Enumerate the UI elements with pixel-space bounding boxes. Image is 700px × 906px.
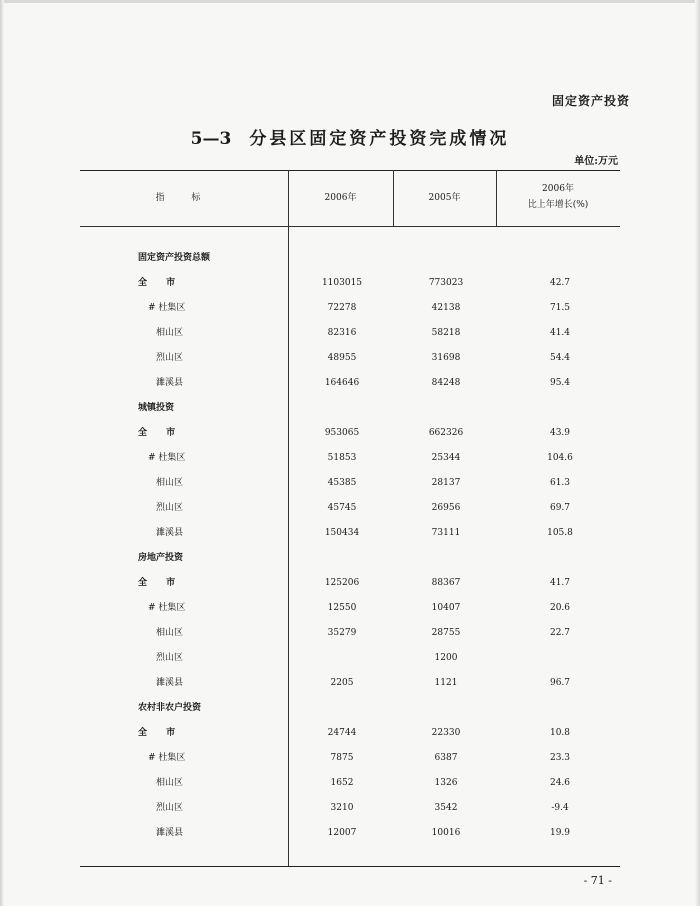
value-growth: 104.6: [547, 453, 573, 463]
value-2006: 7875: [330, 753, 354, 763]
table-top-rule: [80, 170, 620, 171]
row-label: 濉溪县: [156, 378, 184, 388]
value-growth: 69.7: [549, 503, 571, 513]
value-2005: 28137: [431, 478, 461, 488]
value-growth: 105.8: [547, 528, 573, 538]
page-number: - 71 -: [583, 874, 612, 887]
value-2006: 82316: [327, 328, 357, 338]
row-label: 濉溪县: [156, 528, 184, 538]
value-2005: 773023: [428, 278, 464, 288]
column-header-growth: [496, 181, 620, 213]
value-2005: 42138: [431, 303, 461, 313]
unit-label: 单位:万元: [574, 156, 618, 167]
row-label: 濉溪县: [156, 678, 184, 688]
value-2005: 84248: [431, 378, 461, 388]
table-row: [0, 625, 700, 641]
column-header-2006: 2006年: [324, 193, 357, 203]
table-header-rule: [80, 226, 620, 227]
row-label: 固定资产投资总额: [138, 253, 211, 263]
table-row: [0, 325, 700, 341]
value-2005: 1200: [434, 653, 458, 663]
value-2006: 12007: [327, 828, 357, 838]
value-2006: 125206: [324, 578, 360, 588]
row-label: 烈山区: [156, 503, 184, 513]
row-label: 相山区: [156, 478, 184, 488]
value-2005: 28755: [431, 628, 461, 638]
table-row: [0, 775, 700, 791]
value-2006: 35279: [327, 628, 357, 638]
table-row: [0, 275, 700, 291]
value-growth: 10.8: [549, 728, 571, 738]
value-growth: 42.7: [549, 278, 571, 288]
running-header: 固定资产投资: [551, 94, 630, 108]
table-number: 5—3: [190, 129, 232, 149]
table-row: [0, 475, 700, 491]
row-label: # 杜集区: [148, 753, 186, 763]
scan-edge-top: [0, 0, 700, 3]
value-growth: 54.4: [549, 353, 571, 363]
value-2006: 2205: [330, 678, 354, 688]
row-label: # 杜集区: [148, 603, 186, 613]
row-label: 相山区: [156, 778, 184, 788]
row-label: 相山区: [156, 328, 184, 338]
row-label: # 杜集区: [148, 303, 186, 313]
value-2006: 72278: [327, 303, 357, 313]
value-growth: -9.4: [551, 803, 569, 813]
row-label: 烈山区: [156, 653, 184, 663]
value-2005: 88367: [431, 578, 461, 588]
table-row: [0, 600, 700, 616]
table-title-text: 分县区固定资产投资完成情况: [249, 129, 510, 149]
table-row: [0, 725, 700, 741]
value-2006: 48955: [327, 353, 357, 363]
table-row: [0, 500, 700, 516]
row-label: 相山区: [156, 628, 184, 638]
value-2006: 150434: [324, 528, 360, 538]
table-row: [0, 825, 700, 841]
value-2005: 1121: [434, 678, 458, 688]
value-growth: 43.9: [549, 428, 571, 438]
value-2005: 26956: [431, 503, 461, 513]
value-2006: 1652: [330, 778, 354, 788]
table-row: [0, 650, 700, 666]
value-2006: 164646: [324, 378, 360, 388]
table-row: [0, 425, 700, 441]
value-2006: 24744: [327, 728, 357, 738]
row-label: 全 市: [138, 578, 184, 588]
section-row: [0, 250, 700, 266]
value-2005: 6387: [434, 753, 458, 763]
row-label: 烈山区: [156, 353, 184, 363]
value-2005: 73111: [431, 528, 461, 538]
value-2005: 10016: [431, 828, 461, 838]
value-2006: 51853: [327, 453, 357, 463]
column-header-2005: 2005年: [428, 193, 461, 203]
row-label: # 杜集区: [148, 453, 186, 463]
section-row: [0, 400, 700, 416]
value-2005: 31698: [431, 353, 461, 363]
value-2005: 3542: [434, 803, 458, 813]
value-growth: 61.3: [549, 478, 571, 488]
value-growth: 22.7: [549, 628, 571, 638]
value-growth: 96.7: [549, 678, 571, 688]
table-row: [0, 750, 700, 766]
table-row: [0, 675, 700, 691]
table-row: [0, 375, 700, 391]
column-header-indicator: 指 标: [155, 193, 213, 203]
value-2006: 1103015: [321, 278, 363, 288]
value-growth: 20.6: [549, 603, 571, 613]
value-2006: 45385: [327, 478, 357, 488]
row-label: 农村非农户投资: [138, 703, 202, 713]
row-label: 房地产投资: [138, 553, 184, 563]
table-row: [0, 575, 700, 591]
value-2006: 45745: [327, 503, 357, 513]
row-label: 全 市: [138, 428, 184, 438]
value-2005: 1326: [434, 778, 458, 788]
table-bottom-rule: [80, 866, 620, 867]
row-label: 全 市: [138, 278, 184, 288]
table-row: [0, 350, 700, 366]
value-growth: 71.5: [549, 303, 571, 313]
table-row: [0, 450, 700, 466]
value-growth: 41.4: [549, 328, 571, 338]
table-row: [0, 800, 700, 816]
value-2006: 3210: [330, 803, 354, 813]
value-growth: 23.3: [549, 753, 571, 763]
value-growth: 95.4: [549, 378, 571, 388]
row-label: 烈山区: [156, 803, 184, 813]
value-growth: 41.7: [549, 578, 571, 588]
table-row: [0, 300, 700, 316]
table-row: [0, 525, 700, 541]
value-2005: 58218: [431, 328, 461, 338]
value-2005: 10407: [431, 603, 461, 613]
row-label: 全 市: [138, 728, 184, 738]
value-2006: 953065: [324, 428, 360, 438]
value-2006: 12550: [327, 603, 357, 613]
table-title: [0, 124, 700, 149]
value-growth: 24.6: [549, 778, 571, 788]
column-header-growth-label: 比上年增长(%): [527, 200, 589, 210]
section-row: [0, 550, 700, 566]
row-label: 濉溪县: [156, 828, 184, 838]
section-row: [0, 700, 700, 716]
value-growth: 19.9: [549, 828, 571, 838]
value-2005: 22330: [431, 728, 461, 738]
column-header-growth-year: 2006年: [542, 184, 574, 194]
value-2005: 25344: [431, 453, 461, 463]
row-label: 城镇投资: [138, 403, 175, 413]
value-2005: 662326: [428, 428, 464, 438]
